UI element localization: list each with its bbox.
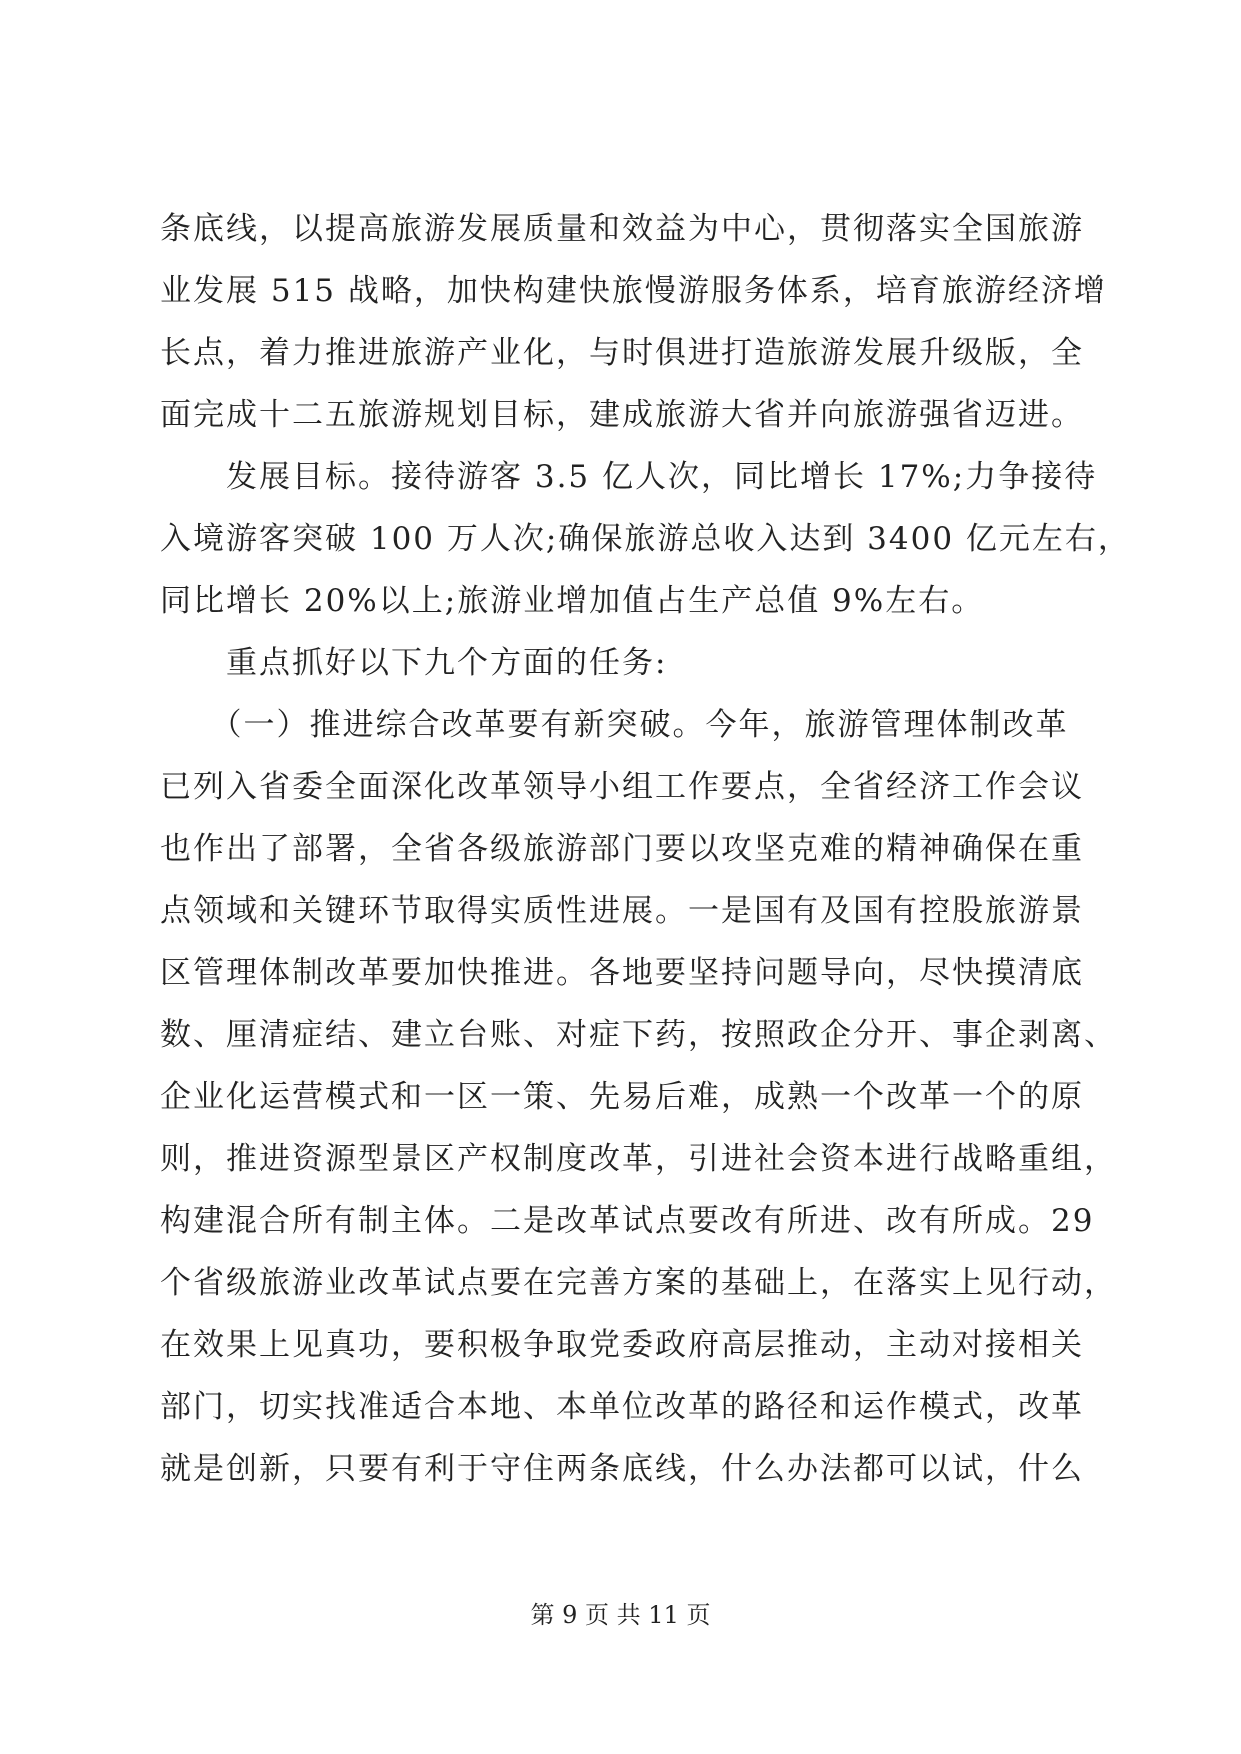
text-line: （一）推进综合改革要有新突破。今年，旅游管理体制改革 (160, 707, 1069, 743)
text-line: 面完成十二五旅游规划目标，建成旅游大省并向旅游强省迈进。 (160, 397, 1084, 433)
text-line: 则，推进资源型景区产权制度改革，引进社会资本进行战略重组， (160, 1141, 1117, 1177)
text-line: 也作出了部署，全省各级旅游部门要以攻坚克难的精神确保在重 (160, 831, 1084, 867)
text-line: 重点抓好以下九个方面的任务: (160, 645, 668, 681)
text-line: 在效果上见真功，要积极争取党委政府高层推动，主动对接相关 (160, 1327, 1084, 1363)
text-line: 构建混合所有制主体。二是改革试点要改有所进、改有所成。29 (160, 1203, 1095, 1239)
text-line: 数、厘清症结、建立台账、对症下药，按照政企分开、事企剥离、 (160, 1017, 1117, 1053)
text-line: 个省级旅游业改革试点要在完善方案的基础上，在落实上见行动， (160, 1265, 1117, 1301)
text-line: 部门，切实找准适合本地、本单位改革的路径和运作模式，改革 (160, 1389, 1084, 1425)
text-line: 区管理体制改革要加快推进。各地要坚持问题导向，尽快摸清底 (160, 955, 1084, 991)
body-text (160, 198, 1131, 1500)
text-line: 点领域和关键环节取得实质性进展。一是国有及国有控股旅游景 (160, 893, 1084, 929)
text-line: 条底线，以提高旅游发展质量和效益为中心，贯彻落实全国旅游 (160, 211, 1084, 247)
text-line: 已列入省委全面深化改革领导小组工作要点，全省经济工作会议 (160, 769, 1084, 805)
text-line: 就是创新，只要有利于守住两条底线，什么办法都可以试，什么 (160, 1451, 1084, 1487)
text-line: 企业化运营模式和一区一策、先易后难，成熟一个改革一个的原 (160, 1079, 1084, 1115)
text-line: 发展目标。接待游客 3.5 亿人次，同比增长 17%;力争接待 (160, 459, 1098, 495)
text-line: 同比增长 20%以上;旅游业增加值占生产总值 9%左右。 (160, 583, 985, 619)
text-line: 长点，着力推进旅游产业化，与时俱进打造旅游发展升级版，全 (160, 335, 1084, 371)
text-line: 业发展 515 战略，加快构建快旅慢游服务体系，培育旅游经济增 (160, 273, 1107, 309)
text-line: 入境游客突破 100 万人次;确保旅游总收入达到 3400 亿元左右， (160, 521, 1131, 557)
page-footer: 第 9 页 共 11 页 (530, 1601, 711, 1629)
